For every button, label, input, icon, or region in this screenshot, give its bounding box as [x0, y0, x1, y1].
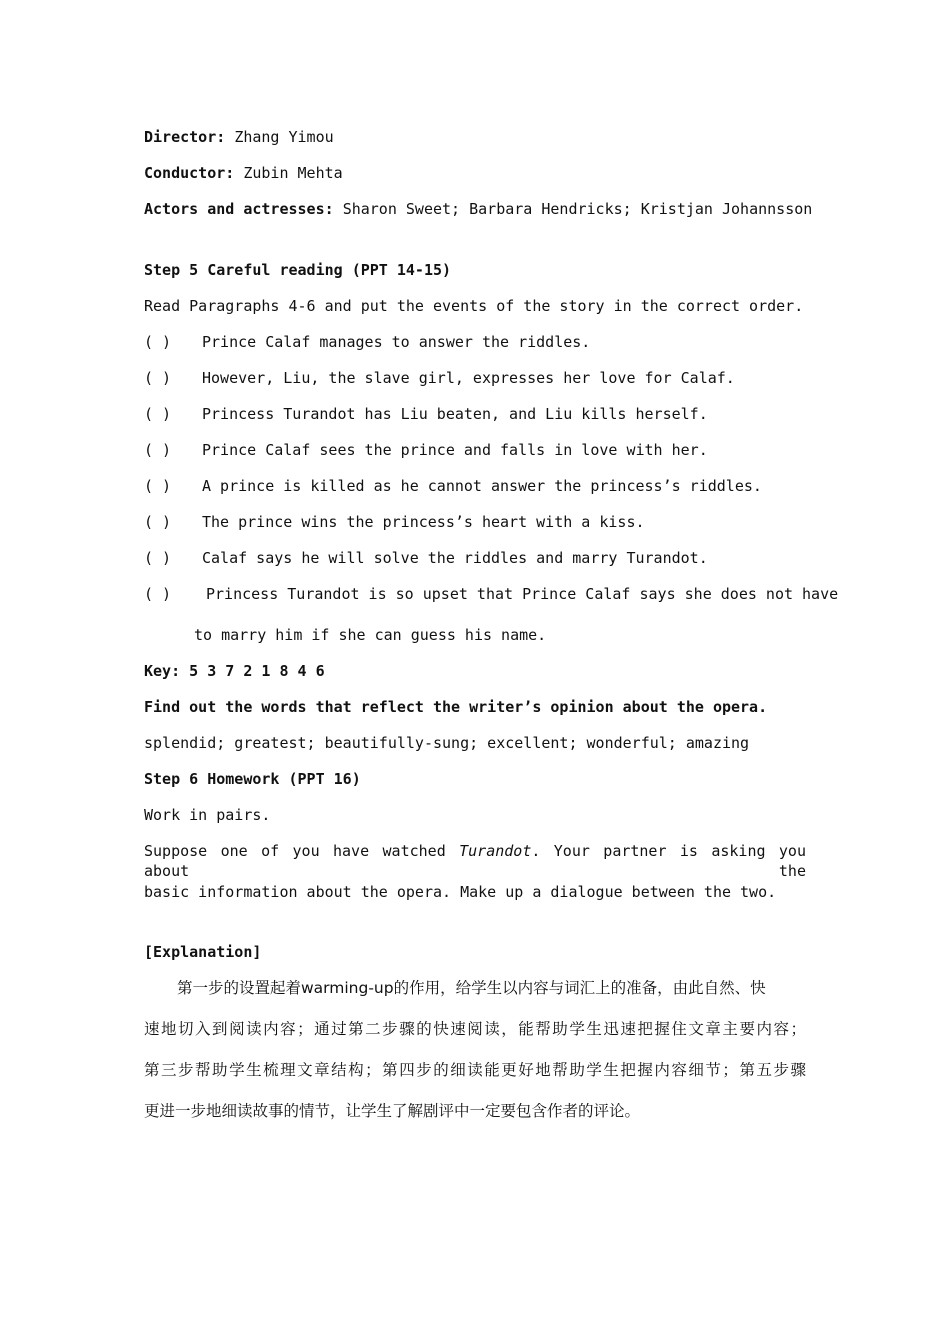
- answer-key: Key: 5 3 7 2 1 8 4 6: [144, 662, 325, 680]
- homework-text: Suppose one of you have watched: [144, 842, 460, 860]
- explanation-line: 第一步的设置起着warming-up的作用，给学生以内容与词汇上的准备，由此自然、快: [177, 979, 766, 997]
- homework-line-2: [144, 841, 806, 881]
- explanation-heading: [Explanation]: [144, 943, 262, 961]
- homework-text: . Your partner is asking you about the: [144, 842, 806, 880]
- event-item: [144, 332, 590, 352]
- actors-line: [144, 199, 812, 219]
- director-value: Zhang Yimou: [234, 128, 334, 146]
- event-item: [144, 512, 645, 532]
- explanation-line: 速地切入到阅读内容；通过第二步骤的快速阅读，能帮助学生迅速把握住文章主要内容；: [144, 1020, 806, 1038]
- answer-blank[interactable]: ( ): [144, 369, 172, 387]
- event-item: [144, 548, 708, 568]
- event-item: [144, 440, 708, 460]
- explanation-line: 第三步帮助学生梳理文章结构；第四步的细读能更好地帮助学生把握内容细节；第五步骤: [144, 1061, 806, 1079]
- step5-heading: Step 5 Careful reading (PPT 14-15): [144, 261, 452, 279]
- homework-line-3: basic information about the opera. Make up a dialogue between the two.: [144, 883, 777, 901]
- step5-instruction: Read Paragraphs 4-6 and put the events of the story in the correct order.: [144, 297, 804, 315]
- director-line: [144, 127, 334, 147]
- event-text: Princess Turandot has Liu beaten, and Liu kills herself.: [202, 405, 708, 423]
- director-label: Director:: [144, 128, 226, 146]
- answer-blank[interactable]: ( ): [144, 405, 172, 423]
- event-item: [144, 476, 762, 496]
- event-text: A prince is killed as he cannot answer the princess’s riddles.: [202, 477, 762, 495]
- homework-line-1: Work in pairs.: [144, 806, 271, 824]
- event-item: [144, 404, 708, 424]
- event-text: Calaf says he will solve the riddles and marry Turandot.: [202, 549, 708, 567]
- opinion-answer: splendid; greatest; beautifully-sung; excellent; wonderful; amazing: [144, 734, 750, 752]
- event-item: [144, 368, 735, 388]
- actors-label: Actors and actresses:: [144, 200, 334, 218]
- event-text: Prince Calaf sees the prince and falls in love with her.: [202, 441, 708, 459]
- answer-blank[interactable]: ( ): [144, 549, 172, 567]
- actors-value: Sharon Sweet; Barbara Hendricks; Kristjan Johannsson: [342, 200, 813, 218]
- opinion-question: Find out the words that reflect the writer’s opinion about the opera.: [144, 698, 768, 716]
- answer-blank[interactable]: ( ): [144, 585, 172, 603]
- event-text: The prince wins the princess’s heart with a kiss.: [202, 513, 645, 531]
- opera-title: Turandot: [459, 842, 532, 860]
- answer-blank[interactable]: ( ): [144, 477, 172, 495]
- conductor-label: Conductor:: [144, 164, 235, 182]
- event-continuation: to marry him if she can guess his name.: [194, 626, 547, 644]
- event-text: Princess Turandot is so upset that Prince Calaf says she does not have: [206, 585, 839, 603]
- conductor-value: Zubin Mehta: [243, 164, 343, 182]
- event-text: Prince Calaf manages to answer the riddles.: [202, 333, 591, 351]
- answer-blank[interactable]: ( ): [144, 513, 172, 531]
- step6-heading: Step 6 Homework (PPT 16): [144, 770, 361, 788]
- explanation-line: 更进一步地细读故事的情节，让学生了解剧评中一定要包含作者的评论。: [144, 1102, 641, 1120]
- event-text: However, Liu, the slave girl, expresses her love for Calaf.: [202, 369, 735, 387]
- event-item: [144, 584, 838, 604]
- answer-blank[interactable]: ( ): [144, 441, 172, 459]
- conductor-line: [144, 163, 343, 183]
- answer-blank[interactable]: ( ): [144, 333, 172, 351]
